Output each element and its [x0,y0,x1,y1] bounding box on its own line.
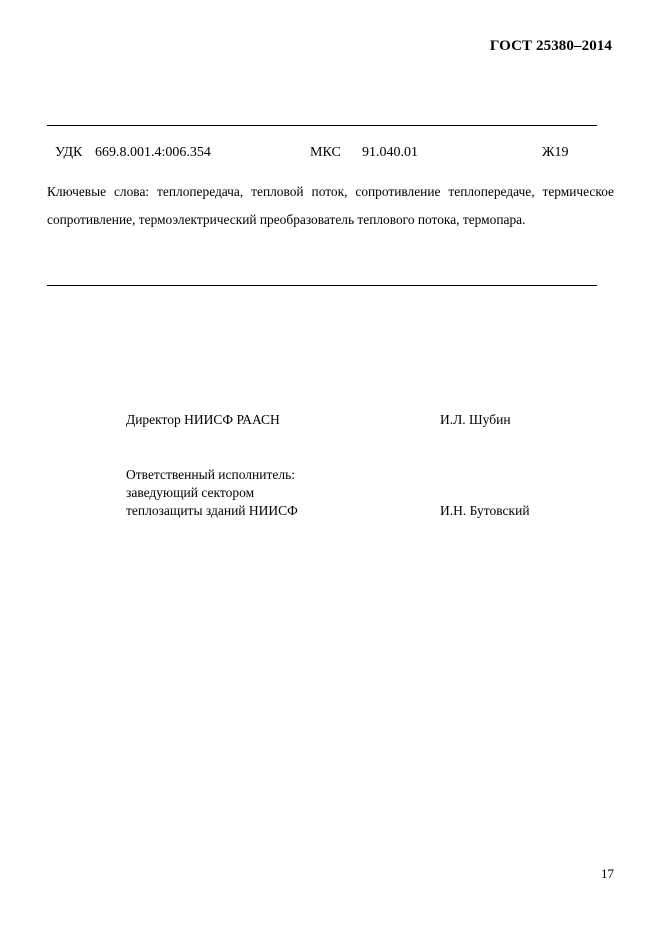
udk-value: 669.8.001.4:006.354 [95,145,211,160]
executor-role-line-1: Ответственный исполнитель: [126,467,296,482]
standard-code: ГОСТ 25380–2014 [489,38,612,54]
executor-role-line-3: теплозащиты зданий НИИСФ [126,503,298,518]
page-number: 17 [601,866,614,881]
mks-value: 91.040.01 [362,145,418,160]
director-name: И.Л. Шубин [440,412,511,427]
director-role-text: Директор НИИСФ РААСН [126,412,280,427]
mks-label: МКС [310,145,341,160]
classification-line [47,145,597,165]
executor-name: И.Н. Бутовский [440,503,530,518]
okstu-value: Ж19 [542,145,569,160]
bottom-divider [47,285,597,286]
udk-label: УДК [55,145,83,160]
executor-role-line-2: заведующий сектором [126,485,255,500]
top-divider [47,125,597,126]
director-role [126,411,280,429]
keywords-paragraph: Ключевые слова: теплопередача, тепловой поток, сопротивление теплопередаче, термическое сопротивление, термоэлектрический преобразователь теплового потока, термопара. [47,184,614,227]
executor-role [126,466,298,520]
